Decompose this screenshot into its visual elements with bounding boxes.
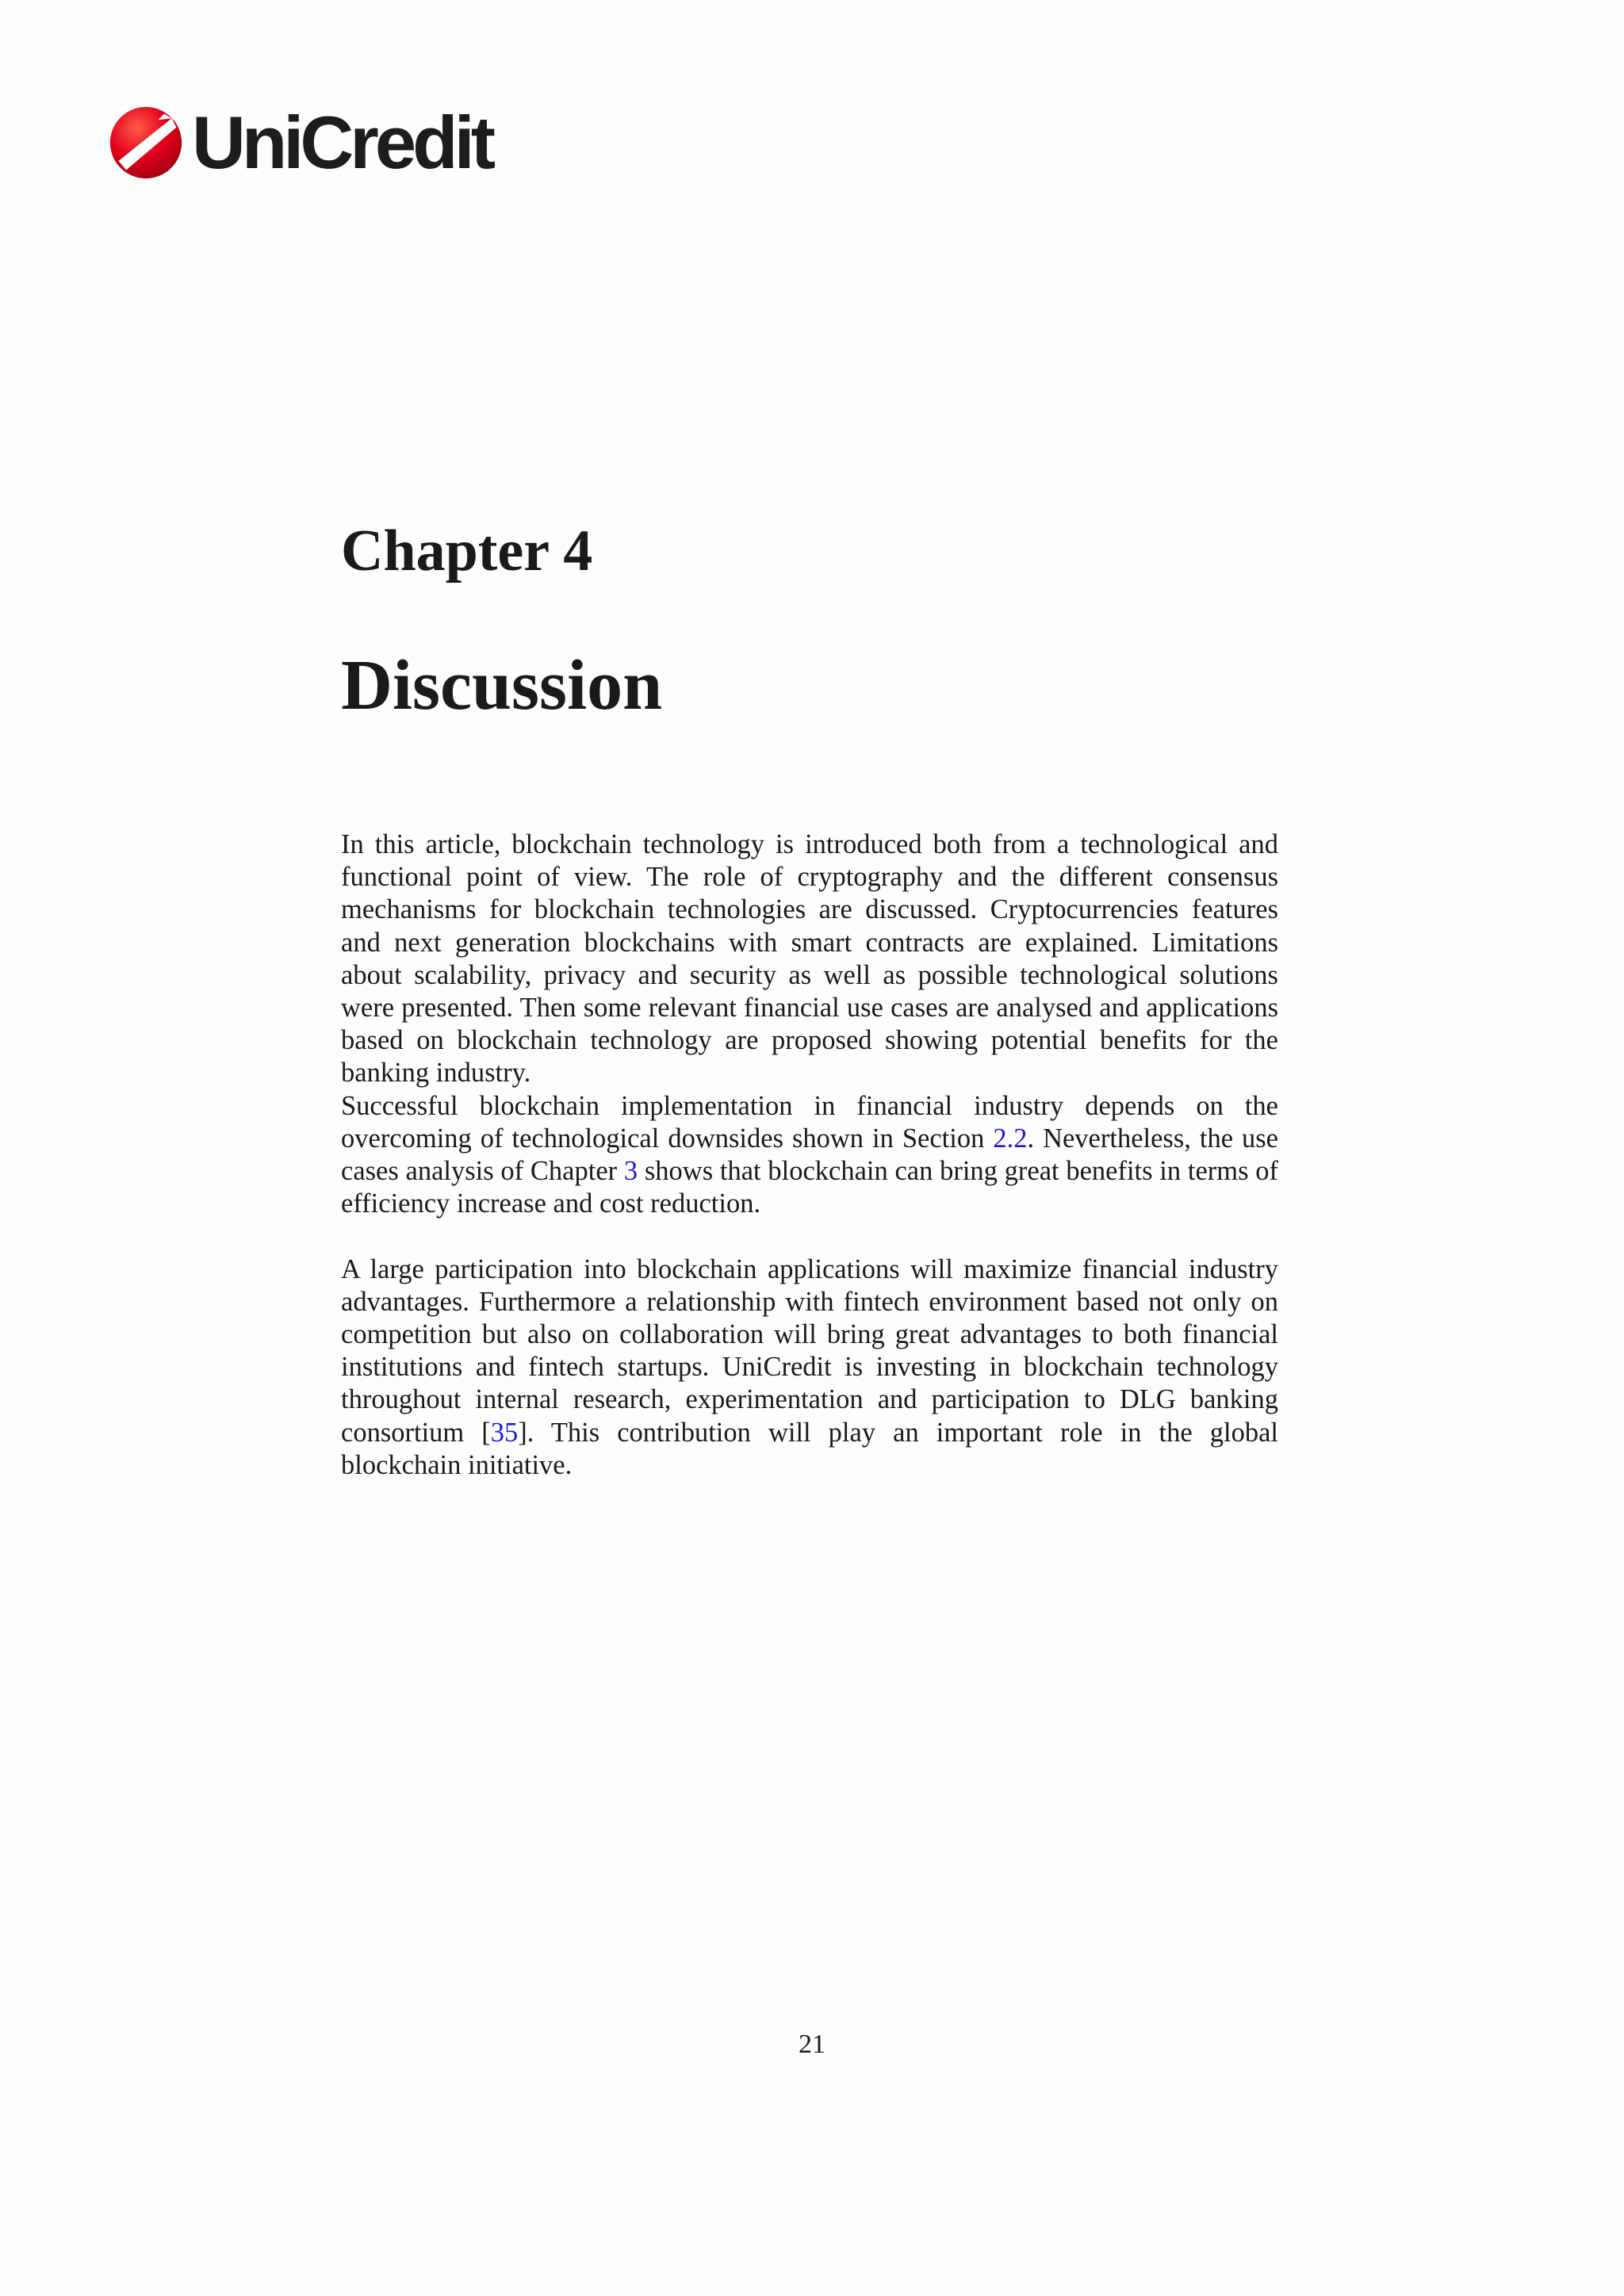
paragraph-intro: In this article, blockchain technology is introduced both from a technological and functional point of view. The role of cryptography and the different consensus mechanisms for blockchain technologies are discussed. Cryptocurrencies features and next generation blockchains with smart contracts are explained. Limitations about scalability, privacy and security as well as possible technological solutions were presented. Then some relevant financial use cases are analysed and applications based on blockchain technology are proposed showing potential benefits for the banking industry. [341, 829, 1278, 1089]
unicredit-logo-icon [108, 105, 184, 181]
chapter-body [341, 828, 1278, 1482]
unicredit-logo [108, 103, 492, 182]
logo-wordmark: UniCredit [192, 101, 492, 184]
paragraph-implementation: Successful blockchain implementation in financial industry depends on the overcoming of technological downsides shown in Section 2.2. Nevertheless, the use cases analysis of Chapter 3 shows that blockchain can bring great benefits in terms of efficiency increase and cost reduction. [341, 1090, 1278, 1219]
paragraph-conclusion: A large participation into blockchain applications will maximize financial industry advantages. Furthermore a relationship with fintech environment based not only on competition but also on collaboration will bring great advantages to both financial institutions and fintech startups. UniCredit is investing in blockchain technology throughout internal research, experimentation and participation to DLG banking consortium [35]. This contribution will play an important role in the global blockchain initiative. [341, 1253, 1278, 1480]
page-number: 21 [799, 2030, 825, 2059]
citation-ref-link[interactable]: 35 [490, 1417, 519, 1448]
chapter-title: Discussion [341, 646, 663, 725]
chapter-ref-link[interactable]: 3 [623, 1156, 638, 1187]
section-ref-link[interactable]: 2.2 [993, 1123, 1028, 1154]
chapter-label: Chapter 4 [341, 519, 593, 584]
